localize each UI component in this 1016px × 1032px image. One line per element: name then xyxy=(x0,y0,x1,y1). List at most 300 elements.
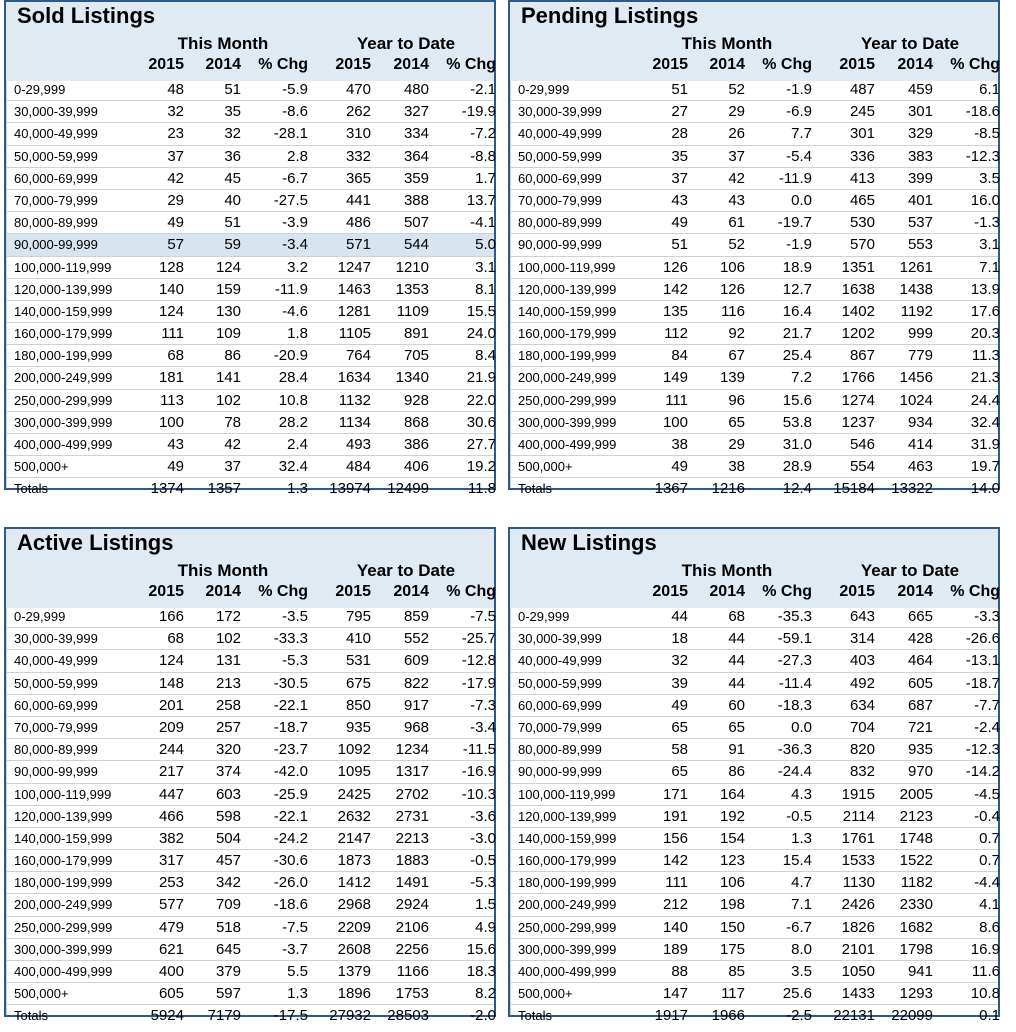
table-cell: 383 xyxy=(907,147,933,165)
column-header: 2015 xyxy=(839,583,875,600)
table-cell: 4.7 xyxy=(791,874,812,892)
table-cell: 1873 xyxy=(337,852,371,870)
table-cell: 29 xyxy=(728,103,745,121)
table-cell: 96 xyxy=(728,391,745,409)
price-range-label: 40,000-49,999 xyxy=(14,126,98,142)
table-cell: 1522 xyxy=(899,852,933,870)
table-cell: 13322 xyxy=(891,480,933,498)
table-row xyxy=(510,872,998,894)
table-cell: 112 xyxy=(664,325,688,343)
totals-row xyxy=(6,1005,494,1027)
table-row xyxy=(6,828,494,850)
table-cell: 16.0 xyxy=(970,191,1000,209)
table-cell: -19.9 xyxy=(461,103,496,121)
table-row xyxy=(6,123,494,145)
table-cell: 518 xyxy=(215,918,241,936)
table-row xyxy=(6,717,494,739)
table-row xyxy=(6,412,494,434)
table-cell: 45 xyxy=(224,169,241,187)
price-range-label: 160,000-179,999 xyxy=(14,326,113,342)
table-cell: 401 xyxy=(907,191,933,209)
table-cell: 1234 xyxy=(395,741,429,759)
panel-header xyxy=(6,2,494,81)
price-range-label: 30,000-39,999 xyxy=(14,104,98,120)
table-cell: 43 xyxy=(167,436,184,453)
totals-row xyxy=(6,478,494,500)
table-cell: 928 xyxy=(403,391,429,409)
table-cell: 598 xyxy=(215,807,241,825)
price-range-label: 0-29,999 xyxy=(518,82,570,97)
price-range-label: 200,000-249,999 xyxy=(14,897,113,913)
table-cell: 530 xyxy=(849,214,875,232)
price-range-label: Totals xyxy=(518,481,552,497)
table-cell: 441 xyxy=(345,191,371,209)
table-cell: 935 xyxy=(345,718,371,736)
column-header: 2015 xyxy=(335,56,371,73)
column-header: 2015 xyxy=(335,583,371,600)
table-cell: 7.7 xyxy=(791,125,812,143)
table-cell: 22.0 xyxy=(466,391,496,409)
table-cell: 1379 xyxy=(337,963,371,980)
table-cell: 102 xyxy=(215,630,241,648)
table-cell: 13974 xyxy=(329,480,371,498)
table-cell: -11.9 xyxy=(274,280,308,298)
table-cell: -26.6 xyxy=(965,630,1000,648)
table-cell: 480 xyxy=(403,81,429,98)
table-cell: 1317 xyxy=(395,763,429,781)
table-cell: -3.9 xyxy=(282,214,308,232)
table-cell: 44 xyxy=(728,674,745,692)
table-cell: 603 xyxy=(215,785,241,803)
table-cell: 171 xyxy=(662,785,688,803)
table-cell: 156 xyxy=(662,829,688,847)
table-cell: 23 xyxy=(167,125,184,143)
table-cell: -22.1 xyxy=(273,696,308,714)
table-cell: -11.9 xyxy=(778,169,812,187)
group-header-ytd: Year to Date xyxy=(860,34,960,53)
price-range-label: 250,000-299,999 xyxy=(518,919,617,935)
table-cell: -18.6 xyxy=(965,103,1000,121)
price-range-label: 50,000-59,999 xyxy=(518,675,602,691)
table-cell: 19.7 xyxy=(970,458,1000,476)
table-cell: 507 xyxy=(403,214,429,232)
table-cell: 484 xyxy=(345,458,371,476)
pending-listings-panel xyxy=(508,0,1000,498)
table-cell: 22131 xyxy=(833,1007,875,1025)
price-range-label: 70,000-79,999 xyxy=(518,719,602,735)
table-cell: -12.8 xyxy=(461,652,496,670)
table-cell: 1166 xyxy=(396,963,429,980)
table-cell: 968 xyxy=(403,718,429,736)
table-cell: 382 xyxy=(158,829,184,847)
table-cell: 28.4 xyxy=(278,369,308,387)
table-cell: 29 xyxy=(728,436,745,453)
table-cell: 1134 xyxy=(338,413,371,431)
table-cell: 53.8 xyxy=(782,413,812,431)
table-cell: 147 xyxy=(662,985,688,1003)
price-range-label: 40,000-49,999 xyxy=(14,653,98,669)
table-cell: 2425 xyxy=(337,785,371,803)
column-header: 2015 xyxy=(652,56,688,73)
table-cell: 117 xyxy=(721,985,745,1003)
table-cell: 1340 xyxy=(395,369,429,387)
table-cell: 470 xyxy=(345,81,371,98)
table-cell: 27 xyxy=(671,103,688,121)
table-cell: 1402 xyxy=(841,302,875,320)
table-cell: 1533 xyxy=(841,852,875,870)
price-range-label: 120,000-139,999 xyxy=(518,281,617,297)
table-cell: -8.5 xyxy=(974,125,1000,143)
table-cell: -2.0 xyxy=(470,1007,496,1025)
table-cell: 29 xyxy=(167,191,184,209)
table-cell: 26 xyxy=(728,125,745,143)
table-cell: 142 xyxy=(662,852,688,870)
price-range-label: 30,000-39,999 xyxy=(518,104,602,120)
table-cell: 1237 xyxy=(841,413,875,431)
table-cell: 447 xyxy=(158,785,184,803)
table-cell: 1.3 xyxy=(791,829,812,847)
table-row xyxy=(510,961,998,983)
table-cell: 212 xyxy=(662,896,688,914)
table-cell: 386 xyxy=(403,436,429,453)
table-cell: 15.4 xyxy=(782,852,812,870)
table-cell: 60 xyxy=(728,696,745,714)
table-cell: 1109 xyxy=(396,302,429,320)
price-range-label: 160,000-179,999 xyxy=(518,853,617,869)
table-cell: 645 xyxy=(215,940,241,958)
table-cell: 531 xyxy=(345,652,371,670)
table-cell: 487 xyxy=(849,81,875,98)
table-cell: 1456 xyxy=(899,369,933,387)
totals-row xyxy=(510,1005,998,1027)
table-cell: 709 xyxy=(215,896,241,914)
table-cell: 20.3 xyxy=(970,325,1000,343)
table-cell: 25.6 xyxy=(782,985,812,1003)
table-cell: 42 xyxy=(728,169,745,187)
table-cell: 820 xyxy=(849,741,875,759)
table-cell: 164 xyxy=(719,785,745,803)
table-cell: 11.6 xyxy=(971,963,1000,980)
table-cell: 1.3 xyxy=(287,985,308,1003)
table-cell: 28 xyxy=(671,125,688,143)
table-cell: 537 xyxy=(907,214,933,232)
table-row xyxy=(6,434,494,456)
table-cell: 486 xyxy=(345,214,371,232)
table-cell: -11.4 xyxy=(778,674,812,692)
price-range-label: 500,000+ xyxy=(518,986,573,1002)
table-cell: 1766 xyxy=(841,369,875,387)
table-cell: -7.7 xyxy=(974,696,1000,714)
table-cell: 2924 xyxy=(395,896,429,914)
table-cell: 571 xyxy=(345,236,371,254)
table-cell: 213 xyxy=(215,674,241,692)
table-cell: 22099 xyxy=(891,1007,933,1025)
table-cell: 245 xyxy=(849,103,875,121)
group-header-ytd: Year to Date xyxy=(356,34,456,53)
table-cell: 159 xyxy=(215,280,241,298)
table-cell: 2101 xyxy=(841,940,875,958)
table-cell: 301 xyxy=(907,103,933,121)
price-range-label: 300,000-399,999 xyxy=(518,414,617,430)
table-row xyxy=(510,345,998,367)
table-body xyxy=(6,79,494,501)
table-cell: -27.3 xyxy=(777,652,812,670)
table-cell: 850 xyxy=(345,696,371,714)
table-cell: 100 xyxy=(662,413,688,431)
table-cell: 32.4 xyxy=(970,413,1000,431)
table-cell: 822 xyxy=(403,674,429,692)
divider xyxy=(510,608,511,1015)
table-cell: 2209 xyxy=(337,918,371,936)
table-cell: 49 xyxy=(167,458,184,476)
table-cell: 150 xyxy=(719,918,745,936)
table-row xyxy=(6,650,494,672)
table-cell: 2106 xyxy=(395,918,429,936)
table-cell: 5.5 xyxy=(287,963,308,980)
table-cell: 65 xyxy=(671,763,688,781)
table-cell: 2426 xyxy=(841,896,875,914)
table-cell: 2123 xyxy=(899,807,933,825)
table-cell: -7.2 xyxy=(470,125,496,143)
table-cell: 39 xyxy=(671,674,688,692)
table-row xyxy=(6,323,494,345)
price-range-label: 140,000-159,999 xyxy=(518,303,617,319)
table-cell: 1917 xyxy=(654,1007,688,1025)
table-cell: -20.9 xyxy=(273,347,308,365)
table-cell: 609 xyxy=(403,652,429,670)
table-cell: 327 xyxy=(403,103,429,121)
column-header: 2015 xyxy=(148,56,184,73)
table-cell: 544 xyxy=(403,236,429,254)
table-cell: 21.3 xyxy=(970,369,1000,387)
table-cell: 605 xyxy=(158,985,184,1003)
table-cell: 643 xyxy=(849,608,875,625)
table-cell: -3.4 xyxy=(282,236,308,254)
table-cell: 359 xyxy=(403,169,429,187)
table-cell: 1463 xyxy=(337,280,371,298)
table-cell: 10.8 xyxy=(970,985,1000,1003)
table-cell: -6.7 xyxy=(786,918,812,936)
price-range-label: 400,000-499,999 xyxy=(518,437,617,452)
price-range-label: 140,000-159,999 xyxy=(518,830,617,846)
table-cell: 1753 xyxy=(395,985,429,1003)
table-cell: 577 xyxy=(158,896,184,914)
table-cell: -8.8 xyxy=(470,147,496,165)
table-cell: 917 xyxy=(403,696,429,714)
sold-listings-panel xyxy=(4,0,496,498)
table-row xyxy=(6,606,494,628)
table-cell: 317 xyxy=(158,852,184,870)
table-cell: -28.1 xyxy=(273,125,308,143)
column-header: 2015 xyxy=(148,583,184,600)
table-cell: 201 xyxy=(158,696,184,714)
table-cell: 86 xyxy=(728,763,745,781)
table-cell: 12.4 xyxy=(782,480,812,498)
price-range-label: 80,000-89,999 xyxy=(518,215,602,231)
price-range-label: 70,000-79,999 xyxy=(14,192,98,208)
price-range-label: 90,000-99,999 xyxy=(518,237,602,253)
table-cell: -18.7 xyxy=(273,718,308,736)
table-cell: 999 xyxy=(907,325,933,343)
table-cell: 102 xyxy=(215,391,241,409)
table-cell: -14.2 xyxy=(965,763,1000,781)
table-cell: 336 xyxy=(849,147,875,165)
table-row xyxy=(6,190,494,212)
price-range-label: 30,000-39,999 xyxy=(14,631,98,647)
table-cell: 301 xyxy=(849,125,875,143)
table-cell: 1130 xyxy=(842,874,875,892)
table-cell: -13.1 xyxy=(965,652,1000,670)
table-cell: -18.3 xyxy=(777,696,812,714)
price-range-label: 200,000-249,999 xyxy=(14,370,113,386)
price-range-label: 140,000-159,999 xyxy=(14,830,113,846)
price-range-label: 180,000-199,999 xyxy=(14,875,113,891)
price-range-label: 180,000-199,999 xyxy=(518,875,617,891)
table-cell: 8.0 xyxy=(791,940,812,958)
table-cell: 7.1 xyxy=(979,258,1000,276)
table-cell: 1351 xyxy=(841,258,875,276)
table-cell: -2.5 xyxy=(786,1007,812,1025)
table-cell: 1192 xyxy=(900,302,933,320)
table-cell: 111 xyxy=(161,325,184,343)
table-cell: -23.7 xyxy=(273,741,308,759)
table-row xyxy=(510,123,998,145)
price-range-label: 60,000-69,999 xyxy=(518,170,602,186)
table-cell: 106 xyxy=(719,874,745,892)
table-cell: 428 xyxy=(907,630,933,648)
table-row xyxy=(510,190,998,212)
table-cell: 84 xyxy=(671,347,688,365)
table-cell: 24.0 xyxy=(466,325,496,343)
table-cell: 553 xyxy=(907,236,933,254)
table-cell: 1.5 xyxy=(475,896,496,914)
panel-title: Pending Listings xyxy=(521,3,699,28)
table-row xyxy=(6,279,494,301)
column-header: 2015 xyxy=(652,583,688,600)
table-cell: -7.5 xyxy=(282,918,308,936)
table-cell: -27.5 xyxy=(273,191,308,209)
panel-header xyxy=(510,2,998,81)
table-cell: 123 xyxy=(719,852,745,870)
panel-header xyxy=(6,529,494,608)
table-row xyxy=(510,146,998,168)
table-cell: 15184 xyxy=(833,480,875,498)
table-cell: 400 xyxy=(158,963,184,980)
table-cell: -25.9 xyxy=(273,785,308,803)
table-cell: -30.6 xyxy=(273,852,308,870)
table-cell: 310 xyxy=(345,125,371,143)
table-cell: 1798 xyxy=(899,940,933,958)
table-cell: 198 xyxy=(719,896,745,914)
table-cell: 91 xyxy=(728,741,745,759)
table-cell: 189 xyxy=(662,940,688,958)
table-cell: 935 xyxy=(907,741,933,759)
table-cell: -35.3 xyxy=(777,608,812,625)
price-range-label: 200,000-249,999 xyxy=(518,370,617,386)
table-cell: 554 xyxy=(849,458,875,476)
table-cell: 116 xyxy=(721,302,745,320)
table-cell: 16.4 xyxy=(782,302,812,320)
panel-header xyxy=(510,529,998,608)
table-cell: 35 xyxy=(671,147,688,165)
table-cell: -25.7 xyxy=(461,630,496,648)
table-cell: 7.1 xyxy=(791,896,812,914)
table-cell: 61 xyxy=(728,214,745,232)
table-cell: 92 xyxy=(728,325,745,343)
table-cell: 124 xyxy=(158,302,184,320)
table-cell: 364 xyxy=(403,147,429,165)
table-cell: 31.0 xyxy=(782,436,812,453)
table-cell: 24.4 xyxy=(970,391,1000,409)
table-cell: -3.5 xyxy=(282,608,308,625)
price-range-label: 500,000+ xyxy=(14,459,69,475)
table-cell: 665 xyxy=(907,608,933,625)
table-row xyxy=(510,412,998,434)
table-cell: 1274 xyxy=(841,391,875,409)
table-body xyxy=(6,606,494,1028)
new-listings-panel xyxy=(508,527,1000,1025)
price-range-label: 160,000-179,999 xyxy=(14,853,113,869)
table-cell: -10.3 xyxy=(461,785,496,803)
table-cell: 3.2 xyxy=(287,258,308,276)
table-cell: 1761 xyxy=(841,829,875,847)
table-cell: 597 xyxy=(215,985,241,1003)
table-cell: -12.3 xyxy=(965,147,1000,165)
price-range-label: 60,000-69,999 xyxy=(518,697,602,713)
table-cell: -5.4 xyxy=(786,147,812,165)
table-cell: -24.4 xyxy=(777,763,812,781)
table-cell: -5.9 xyxy=(282,81,308,98)
table-row xyxy=(6,146,494,168)
price-range-label: 30,000-39,999 xyxy=(518,631,602,647)
table-cell: 941 xyxy=(907,963,933,980)
table-cell: 546 xyxy=(849,436,875,453)
table-cell: 37 xyxy=(167,147,184,165)
table-cell: 48 xyxy=(167,81,184,98)
column-header: 2014 xyxy=(897,583,933,600)
column-header: % Chg xyxy=(258,583,308,600)
table-cell: 342 xyxy=(215,874,241,892)
table-cell: 38 xyxy=(671,436,688,453)
table-cell: 2.4 xyxy=(287,436,308,453)
table-cell: 166 xyxy=(158,608,184,625)
table-cell: 2114 xyxy=(842,807,875,825)
column-header: 2014 xyxy=(709,56,745,73)
table-row xyxy=(6,939,494,961)
table-row xyxy=(6,234,494,256)
table-cell: 704 xyxy=(849,718,875,736)
table-cell: 42 xyxy=(224,436,241,453)
table-cell: 465 xyxy=(849,191,875,209)
table-row xyxy=(6,894,494,916)
table-cell: 10.8 xyxy=(278,391,308,409)
table-cell: 1281 xyxy=(337,302,371,320)
price-range-label: 500,000+ xyxy=(14,986,69,1002)
table-cell: 1.7 xyxy=(475,169,496,187)
table-cell: -17.9 xyxy=(461,674,496,692)
table-row xyxy=(510,234,998,256)
table-cell: 49 xyxy=(671,214,688,232)
table-cell: 126 xyxy=(719,280,745,298)
table-cell: -18.6 xyxy=(273,896,308,914)
price-range-label: 300,000-399,999 xyxy=(518,941,617,957)
table-cell: 175 xyxy=(719,940,745,958)
table-cell: 15.6 xyxy=(782,391,812,409)
table-cell: -0.5 xyxy=(470,852,496,870)
table-cell: 1.3 xyxy=(287,480,308,498)
table-cell: 1748 xyxy=(899,829,933,847)
table-cell: 329 xyxy=(907,125,933,143)
